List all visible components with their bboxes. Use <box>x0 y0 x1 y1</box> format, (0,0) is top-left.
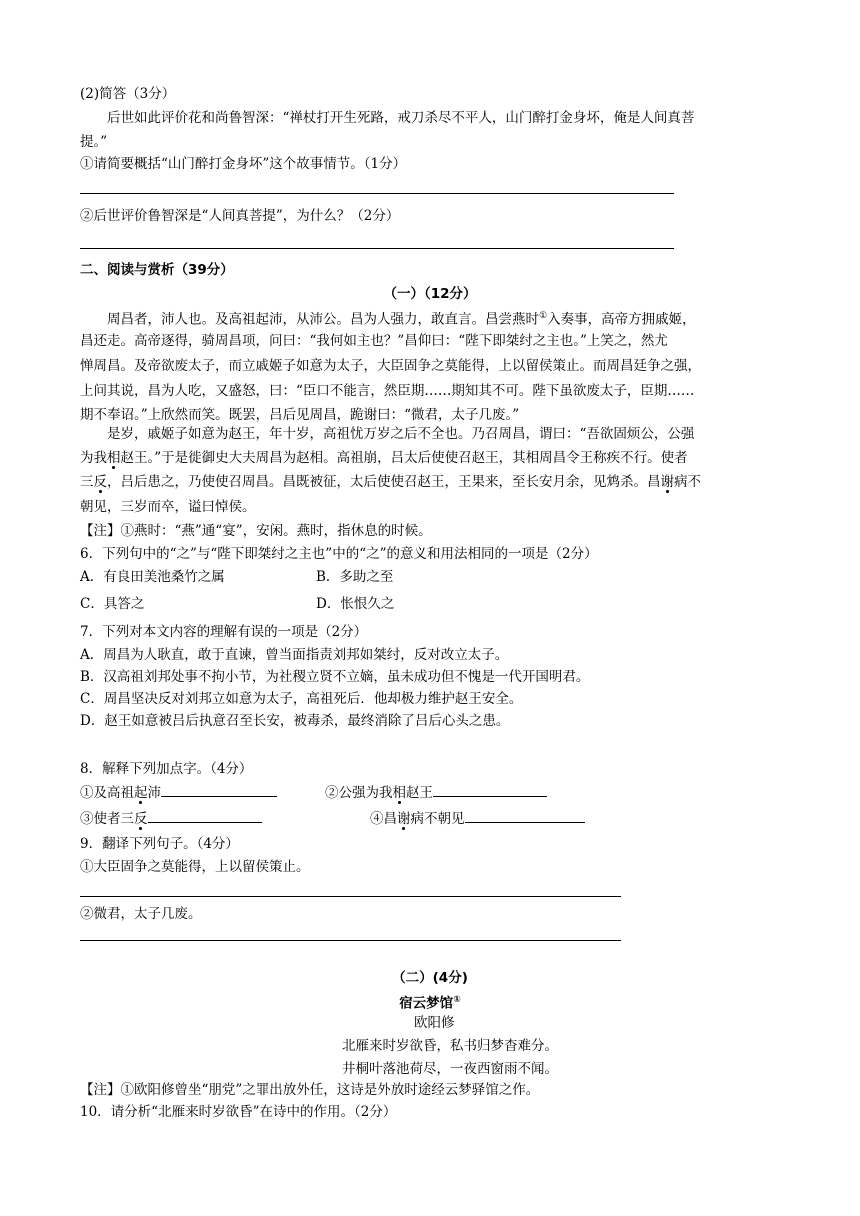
q2-heading: (2)简答（3分） <box>80 86 176 102</box>
q7-stem: 7．下列对本文内容的理解有误的一项是（2分） <box>80 624 368 640</box>
part1-title: （一）（12分） <box>383 286 477 302</box>
footnote-mark: ① <box>539 311 548 321</box>
q8-item4: ④昌谢病不朝见 <box>370 808 585 829</box>
section2-heading: 二、阅读与赏析（39分） <box>80 262 234 278</box>
q7-option-b[interactable]: B．汉高祖刘邦处事不拘小节，为社稷立贤不立嫡，虽未成功但不愧是一代开国明君。 <box>80 669 590 685</box>
passage-line: 为我相赵王。”于是徙御史大夫周昌为赵相。高祖崩，吕太后使使召赵王，其相周昌令王称疾不行。使者 <box>80 450 688 466</box>
q8-item2: ②公强为我相赵王 <box>325 782 547 803</box>
q9-sentence2: ②微君，太子几废。 <box>80 906 202 922</box>
poem-line1: 北雁来时岁欲昏，私书归梦杳难分。 <box>342 1038 558 1054</box>
q8-item1: ①及高祖起沛 <box>80 782 277 803</box>
q2-sub2: ②后世评价鲁智深是“人间真菩提”，为什么？（2分） <box>80 208 400 224</box>
q2-quote-line2: 提。” <box>80 134 108 150</box>
q9-stem: 9．翻译下列句子。（4分） <box>80 836 239 852</box>
poem-author: 欧阳修 <box>414 1015 455 1031</box>
passage-note: 【注】①燕时：“燕”通“宴”，安闲。燕时，指休息的时候。 <box>80 523 432 539</box>
dotted-char: 起 <box>134 785 148 801</box>
part2-title: （二）(4分) <box>392 970 468 986</box>
q7-option-c[interactable]: C．周昌坚决反对刘邦立如意为太子，高祖死后．他却极力维护赵王安全。 <box>80 691 523 707</box>
answer-line[interactable] <box>80 896 621 897</box>
q8-item3: ③使者三反 <box>80 808 262 829</box>
answer-line[interactable] <box>80 940 621 941</box>
dotted-char: 反 <box>93 474 107 490</box>
passage-line: 周昌者，沛人也。及高祖起沛，从沛公。昌为人强力，敢直言。昌尝燕时①入奏事，高帝方拥戚姬， <box>107 311 696 328</box>
dotted-char: 相 <box>392 785 406 801</box>
q7-option-d[interactable]: D．赵王如意被吕后执意召至长安，被毒杀，最终消除了吕后心头之患。 <box>80 713 510 729</box>
passage-line: 惮周昌。及帝欲废太子，而立戚姬子如意为太子，大臣固争之莫能得，上以留侯策止。而周昌廷争之强， <box>80 358 701 374</box>
passage-line: 朝见，三岁而卒，谥曰悼侯。 <box>80 499 256 515</box>
poem-line2: 井桐叶落池荷尽，一夜西窗雨不闻。 <box>342 1061 558 1077</box>
answer-line[interactable] <box>80 248 674 249</box>
q2-sub1: ①请简要概括“山门醉打金身坏”这个故事情节。（1分） <box>80 156 407 172</box>
q6-option-b[interactable]: B．多助之至 <box>316 569 394 585</box>
q8-stem: 8．解释下列加点字。（4分） <box>80 761 253 777</box>
q6-option-c[interactable]: C．具答之 <box>80 596 145 612</box>
answer-line[interactable] <box>80 193 674 194</box>
dotted-char: 谢 <box>397 811 411 827</box>
q10-stem: 10．请分析“北雁来时岁欲昏”在诗中的作用。（2分） <box>80 1104 397 1120</box>
poem-title: 宿云梦馆① <box>399 995 461 1012</box>
q7-option-a[interactable]: A．周昌为人耿直，敢于直谏，曾当面指责刘邦如桀纣，反对改立太子。 <box>80 647 509 663</box>
q8-blank1[interactable] <box>161 782 277 797</box>
passage-line: 三反，吕后患之，乃使使召周昌。昌既被征，太后使使召赵王，王果来，至长安月余，见鸩杀。昌谢病不 <box>80 474 701 490</box>
q6-option-a[interactable]: A．有良田美池桑竹之属 <box>80 569 225 585</box>
q6-stem: 6．下列句中的“之”与“陛下即桀纣之主也”中的“之”的意义和用法相同的一项是（2分） <box>80 546 598 562</box>
passage-line: 期不奉诏。”上欣然而笑。既罢，吕后见周昌，跪谢曰：“微君，太子几废。” <box>80 407 520 423</box>
q8-blank3[interactable] <box>148 808 262 823</box>
q8-blank4[interactable] <box>465 808 585 823</box>
passage-line: 是岁，戚姬子如意为赵王，年十岁，高祖忧万岁之后不全也。乃召周昌，谓曰：“吾欲固烦公，公强 <box>107 426 695 442</box>
dotted-char: 相 <box>107 450 121 466</box>
q9-sentence1: ①大臣固争之莫能得，上以留侯策止。 <box>80 859 310 875</box>
poem-note: 【注】①欧阳修曾坐“朋党”之罪出放外任，这诗是外放时途经云梦驿馆之作。 <box>80 1082 540 1098</box>
q8-blank2[interactable] <box>433 782 547 797</box>
dotted-char: 谢 <box>660 474 674 490</box>
q2-quote-line1: 后世如此评价花和尚鲁智深：“禅杖打开生死路，戒刀杀尽不平人，山门醉打金身坏，俺是人间真菩 <box>107 110 695 126</box>
passage-line: 昌还走。高帝逐得，骑周昌项，问曰：“我何如主也？”昌仰曰：“陛下即桀纣之主也。”上笑之，然尤 <box>80 333 668 349</box>
footnote-mark: ① <box>453 995 461 1005</box>
passage-line: 上问其说，昌为人吃，又盛怒，曰：“臣口不能言，然臣期……期知其不可。陛下虽欲废太子，臣期…… <box>80 383 695 399</box>
dotted-char: 反 <box>134 811 148 827</box>
q6-option-d[interactable]: D．怅恨久之 <box>316 596 395 612</box>
